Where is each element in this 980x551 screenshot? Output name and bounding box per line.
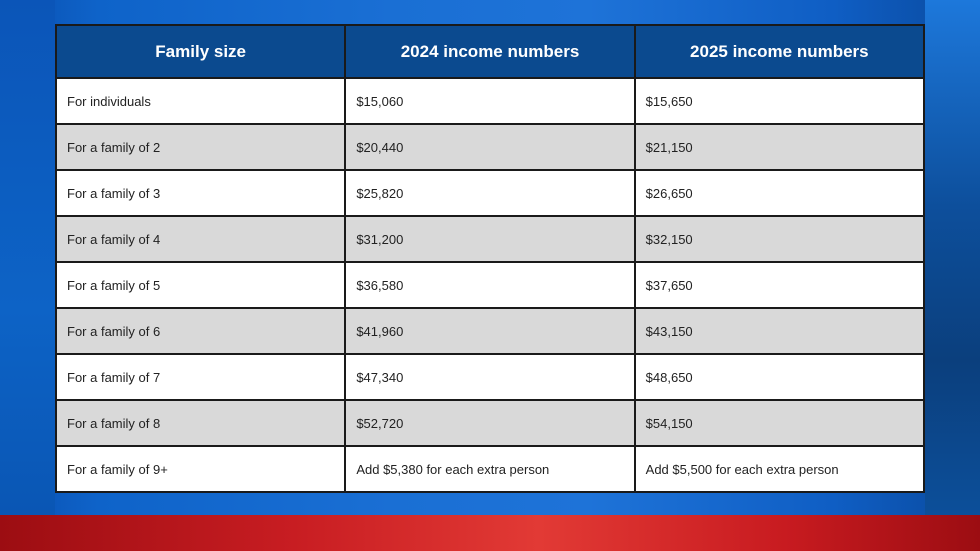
income-2025-cell: Add $5,500 for each extra person	[635, 446, 924, 492]
family-size-cell: For a family of 5	[56, 262, 345, 308]
family-size-cell: For a family of 6	[56, 308, 345, 354]
income-2024-cell: $36,580	[345, 262, 634, 308]
family-size-cell: For a family of 9+	[56, 446, 345, 492]
family-size-cell: For a family of 4	[56, 216, 345, 262]
income-2024-cell: $25,820	[345, 170, 634, 216]
income-2025-cell: $21,150	[635, 124, 924, 170]
income-2024-cell: $31,200	[345, 216, 634, 262]
income-2025-cell: $15,650	[635, 78, 924, 124]
table-row	[56, 170, 924, 216]
table-row	[56, 400, 924, 446]
header-family-size: Family size	[56, 25, 345, 78]
income-2024-cell: Add $5,380 for each extra person	[345, 446, 634, 492]
red-banner-strip	[0, 515, 980, 551]
income-2025-cell: $32,150	[635, 216, 924, 262]
table-row	[56, 216, 924, 262]
income-2024-cell: $15,060	[345, 78, 634, 124]
table-row	[56, 308, 924, 354]
header-2025-income: 2025 income numbers	[635, 25, 924, 78]
table-row	[56, 262, 924, 308]
income-2025-cell: $26,650	[635, 170, 924, 216]
income-2025-cell: $37,650	[635, 262, 924, 308]
background-tile-right	[925, 0, 980, 515]
header-2024-income: 2024 income numbers	[345, 25, 634, 78]
family-size-cell: For individuals	[56, 78, 345, 124]
income-2024-cell: $20,440	[345, 124, 634, 170]
family-size-cell: For a family of 2	[56, 124, 345, 170]
income-2024-cell: $41,960	[345, 308, 634, 354]
income-2025-cell: $54,150	[635, 400, 924, 446]
family-size-cell: For a family of 8	[56, 400, 345, 446]
background-tile-left	[0, 0, 55, 515]
family-size-cell: For a family of 7	[56, 354, 345, 400]
income-2025-cell: $43,150	[635, 308, 924, 354]
income-2024-cell: $52,720	[345, 400, 634, 446]
table-row	[56, 446, 924, 492]
table-row	[56, 124, 924, 170]
family-size-cell: For a family of 3	[56, 170, 345, 216]
table-header-row	[56, 25, 924, 78]
table-row	[56, 78, 924, 124]
income-2024-cell: $47,340	[345, 354, 634, 400]
table-row	[56, 354, 924, 400]
income-2025-cell: $48,650	[635, 354, 924, 400]
income-table	[55, 24, 925, 493]
